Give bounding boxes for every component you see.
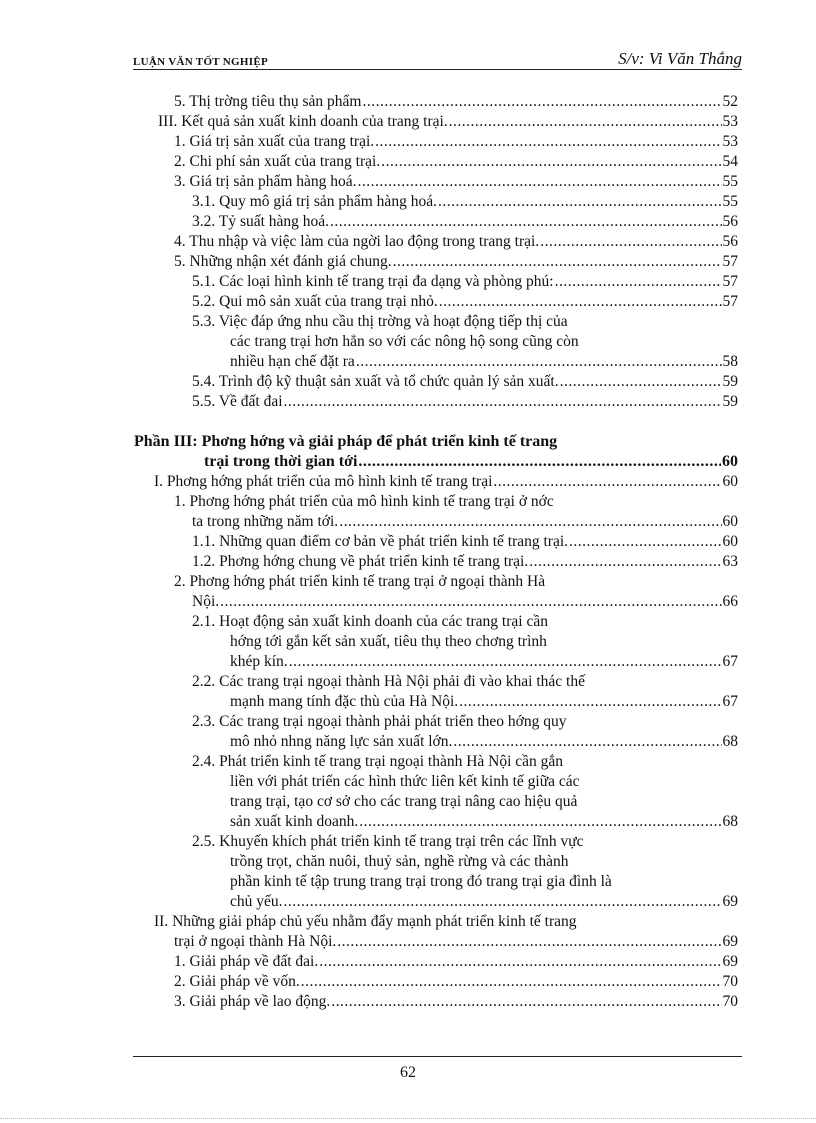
- toc-entry: [134, 732, 738, 752]
- toc-page-number: 66: [722, 593, 738, 610]
- toc-entry-text: sản xuất kinh doanh.: [230, 813, 359, 830]
- toc-page-number: 68: [722, 813, 738, 830]
- toc-entry-text: 5. Những nhận xét đánh giá chung.: [174, 253, 392, 270]
- toc-entry: [134, 652, 738, 672]
- toc-page-number: 69: [722, 893, 738, 910]
- toc-entry-text: Phần III: Phơng hớng và giải pháp để phát triển kinh tế trang: [134, 433, 558, 450]
- toc-entry: [134, 452, 738, 472]
- toc-leader-dots: [449, 112, 722, 132]
- toc-leader-dots: [331, 992, 721, 1012]
- toc-entry-text: III. Kết quả sản xuất kinh doanh của trang trại.: [158, 113, 448, 130]
- toc-entry: [134, 532, 738, 552]
- toc-leader-dots: [358, 172, 722, 192]
- footer-divider: [133, 1056, 742, 1057]
- toc-entry-text: 1. Giải pháp về đất đai.: [174, 953, 319, 970]
- toc-page-number: 57: [722, 273, 738, 290]
- toc-entry: [134, 372, 738, 392]
- toc-entry: [134, 212, 738, 232]
- toc-leader-dots: [339, 512, 721, 532]
- toc-page-number: 69: [722, 933, 738, 950]
- toc-entry: [134, 612, 738, 632]
- toc-entry: [134, 332, 738, 352]
- toc-leader-dots: [529, 552, 721, 572]
- toc-page-number: 59: [722, 393, 738, 410]
- toc-entry: [134, 752, 738, 772]
- toc-entry-text: 2. Chi phí sản xuất của trang trại.: [174, 153, 381, 170]
- header-author: S/v: Vi Văn Thắng: [618, 49, 742, 68]
- toc-entry: [134, 352, 738, 372]
- toc-page-number: 56: [722, 213, 738, 230]
- toc-entry-text: 3.1. Quy mô giá trị sản phẩm hàng hoá.: [192, 193, 437, 210]
- toc-page-number: 60: [722, 533, 738, 550]
- toc-leader-dots: [358, 452, 721, 472]
- toc-entry: [134, 572, 738, 592]
- toc-entry: [134, 952, 738, 972]
- toc-leader-dots: [453, 732, 721, 752]
- toc-entry-text: khép kín.: [230, 653, 288, 670]
- toc-leader-dots: [381, 152, 721, 172]
- toc-entry: [134, 852, 738, 872]
- toc-leader-dots: [540, 232, 721, 252]
- toc-entry: [134, 892, 738, 912]
- toc-entry-text: 1. Giá trị sản xuất của trang trại.: [174, 133, 375, 150]
- toc-entry: [134, 172, 738, 192]
- toc-page-number: 63: [722, 553, 738, 570]
- toc-leader-dots: [555, 272, 722, 292]
- toc-entry: [134, 552, 738, 572]
- toc-leader-dots: [493, 472, 721, 492]
- toc-entry: [134, 772, 738, 792]
- toc-entry: [134, 292, 738, 312]
- toc-entry-text: 3.2. Tỷ suất hàng hoá.: [192, 213, 330, 230]
- toc-leader-dots: [356, 352, 722, 372]
- toc-entry-text: trồng trọt, chăn nuôi, thuỷ sản, nghề rừng và các thành: [230, 853, 569, 870]
- toc-page-number: 55: [722, 193, 738, 210]
- toc-entry-text: các trang trại hơn hẳn so với các nông hộ song cũng còn: [230, 333, 579, 350]
- toc-page-number: 57: [722, 253, 738, 270]
- toc-entry-text: nhiều hạn chế đặt ra: [230, 353, 355, 370]
- toc-page-number: 60: [722, 473, 738, 490]
- toc-entry: [134, 992, 738, 1012]
- toc-entry: [134, 912, 738, 932]
- toc-entry: [134, 252, 738, 272]
- table-of-contents: [134, 92, 738, 1012]
- toc-leader-dots: [459, 692, 721, 712]
- toc-entry-text: 3. Giải pháp về lao động.: [174, 993, 331, 1010]
- toc-entry: [134, 92, 738, 112]
- toc-entry-text: hớng tới gắn kết sản xuất, tiêu thụ theo chơng trình: [230, 633, 547, 650]
- toc-entry-text: 1.2. Phơng hớng chung về phát triển kinh tế trang trại.: [192, 553, 529, 570]
- toc-entry-text: phần kinh tế tập trung trang trại trong đó trang trại gia đình là: [230, 873, 612, 890]
- page-edge-divider: [0, 1118, 816, 1119]
- toc-entry: [134, 152, 738, 172]
- toc-entry-text: 5.4. Trình độ kỹ thuật sản xuất và tổ chức quản lý sản xuất.: [192, 373, 559, 390]
- toc-leader-dots: [359, 812, 721, 832]
- toc-entry-text: trại trong thời gian tới: [204, 453, 358, 470]
- toc-page-number: 67: [722, 653, 738, 670]
- toc-entry: [134, 192, 738, 212]
- toc-entry: [134, 272, 738, 292]
- toc-page-number: 70: [722, 973, 738, 990]
- toc-entry: [134, 472, 738, 492]
- toc-entry-text: II. Những giải pháp chủ yếu nhằm đẩy mạnh phát triển kinh tế trang: [154, 913, 577, 930]
- toc-leader-dots: [284, 392, 722, 412]
- toc-entry: [134, 392, 738, 412]
- toc-page-number: 57: [722, 293, 738, 310]
- toc-entry-text: 2.2. Các trang trại ngoại thành Hà Nội phải đi vào khai thác thế: [192, 673, 585, 690]
- toc-entry: [134, 672, 738, 692]
- toc-leader-dots: [289, 652, 722, 672]
- toc-entry-text: 5.5. Về đất đai: [192, 393, 283, 410]
- toc-page-number: 58: [722, 353, 738, 370]
- toc-entry: [134, 812, 738, 832]
- toc-page-number: 59: [722, 373, 738, 390]
- toc-entry-text: 4. Thu nhập và việc làm của ngời lao động trong trang trại.: [174, 233, 540, 250]
- page-header: [133, 49, 742, 70]
- toc-entry: [134, 232, 738, 252]
- toc-leader-dots: [560, 372, 722, 392]
- toc-page-number: 60: [722, 513, 738, 530]
- toc-entry-text: 2.1. Hoạt động sản xuất kinh doanh của các trang trại cần: [192, 613, 548, 630]
- toc-leader-dots: [330, 212, 721, 232]
- page-number: 62: [400, 1064, 416, 1081]
- toc-entry: [134, 692, 738, 712]
- toc-entry: [134, 492, 738, 512]
- toc-page-number: 56: [722, 233, 738, 250]
- toc-entry-text: 3. Giá trị sản phẩm hàng hoá.: [174, 173, 357, 190]
- toc-page-number: 60: [722, 453, 738, 470]
- toc-entry: [134, 712, 738, 732]
- toc-entry: [134, 432, 738, 452]
- toc-entry-text: ta trong những năm tới.: [192, 513, 339, 530]
- toc-entry-text: liền với phát triển các hình thức liên kết kinh tế giữa các: [230, 773, 580, 790]
- toc-entry: [134, 972, 738, 992]
- toc-entry-text: 2. Phơng hớng phát triển kinh tế trang trại ở ngoại thành Hà: [174, 573, 546, 590]
- toc-entry-text: 5.1. Các loại hình kinh tế trang trại đa dạng và phòng phú:: [192, 273, 554, 290]
- toc-entry: [134, 632, 738, 652]
- toc-leader-dots: [337, 932, 721, 952]
- toc-entry: [134, 592, 738, 612]
- toc-entry: [134, 932, 738, 952]
- toc-entry-text: I. Phơng hớng phát triển của mô hình kinh tế trang trại: [154, 473, 493, 490]
- toc-entry-text: trại ở ngoại thành Hà Nội.: [174, 933, 337, 950]
- toc-entry-text: 1. Phơng hớng phát triển của mô hình kinh tế trang trại ở nớc: [174, 493, 554, 510]
- header-title: LUẬN VĂN TỐT NGHIỆP: [133, 56, 268, 68]
- toc-leader-dots: [375, 132, 721, 152]
- toc-leader-dots: [362, 92, 721, 112]
- toc-page-number: 68: [722, 733, 738, 750]
- toc-entry-text: Nội.: [192, 593, 220, 610]
- toc-page-number: 67: [722, 693, 738, 710]
- toc-entry: [134, 872, 738, 892]
- toc-entry-text: 5.2. Qui mô sản xuất của trang trại nhỏ.: [192, 293, 438, 310]
- toc-leader-dots: [569, 532, 721, 552]
- toc-entry-text: 2. Giải pháp về vốn.: [174, 973, 300, 990]
- toc-leader-dots: [319, 952, 721, 972]
- toc-page-number: 53: [722, 113, 738, 130]
- toc-entry-text: 2.5. Khuyến khích phát triển kinh tế trang trại trên các lĩnh vực: [192, 833, 584, 850]
- toc-entry: [134, 512, 738, 532]
- toc-entry-text: mạnh mang tính đặc thù của Hà Nội.: [230, 693, 459, 710]
- toc-entry-text: 5.3. Việc đáp ứng nhu cầu thị trờng và hoạt động tiếp thị của: [192, 313, 568, 330]
- toc-entry-text: 1.1. Những quan điểm cơ bản về phát triển kinh tế trang trại.: [192, 533, 569, 550]
- toc-entry: [134, 312, 738, 332]
- toc-page-number: 53: [722, 133, 738, 150]
- toc-entry-text: 2.3. Các trang trại ngoại thành phải phát triển theo hớng quy: [192, 713, 567, 730]
- toc-leader-dots: [393, 252, 722, 272]
- toc-leader-dots: [284, 892, 722, 912]
- toc-entry: [134, 792, 738, 812]
- toc-page-number: 70: [722, 993, 738, 1010]
- toc-leader-dots: [220, 592, 721, 612]
- toc-page-number: 55: [722, 173, 738, 190]
- toc-entry-text: 2.4. Phát triển kinh tế trang trại ngoại thành Hà Nội cần gắn: [192, 753, 564, 770]
- toc-leader-dots: [301, 972, 722, 992]
- toc-leader-dots: [438, 192, 722, 212]
- toc-page-number: 52: [722, 93, 738, 110]
- toc-entry: [134, 112, 738, 132]
- toc-entry-text: chủ yếu.: [230, 893, 283, 910]
- toc-entry: [134, 132, 738, 152]
- toc-entry: [134, 832, 738, 852]
- toc-page-number: 69: [722, 953, 738, 970]
- toc-entry-text: trang trại, tạo cơ sở cho các trang trại nâng cao hiệu quả: [230, 793, 578, 810]
- toc-entry-text: 5. Thị trờng tiêu thụ sản phẩm: [174, 93, 362, 110]
- toc-page-number: 54: [722, 153, 738, 170]
- toc-entry-text: mô nhỏ nhng năng lực sản xuất lớn.: [230, 733, 453, 750]
- toc-leader-dots: [439, 292, 722, 312]
